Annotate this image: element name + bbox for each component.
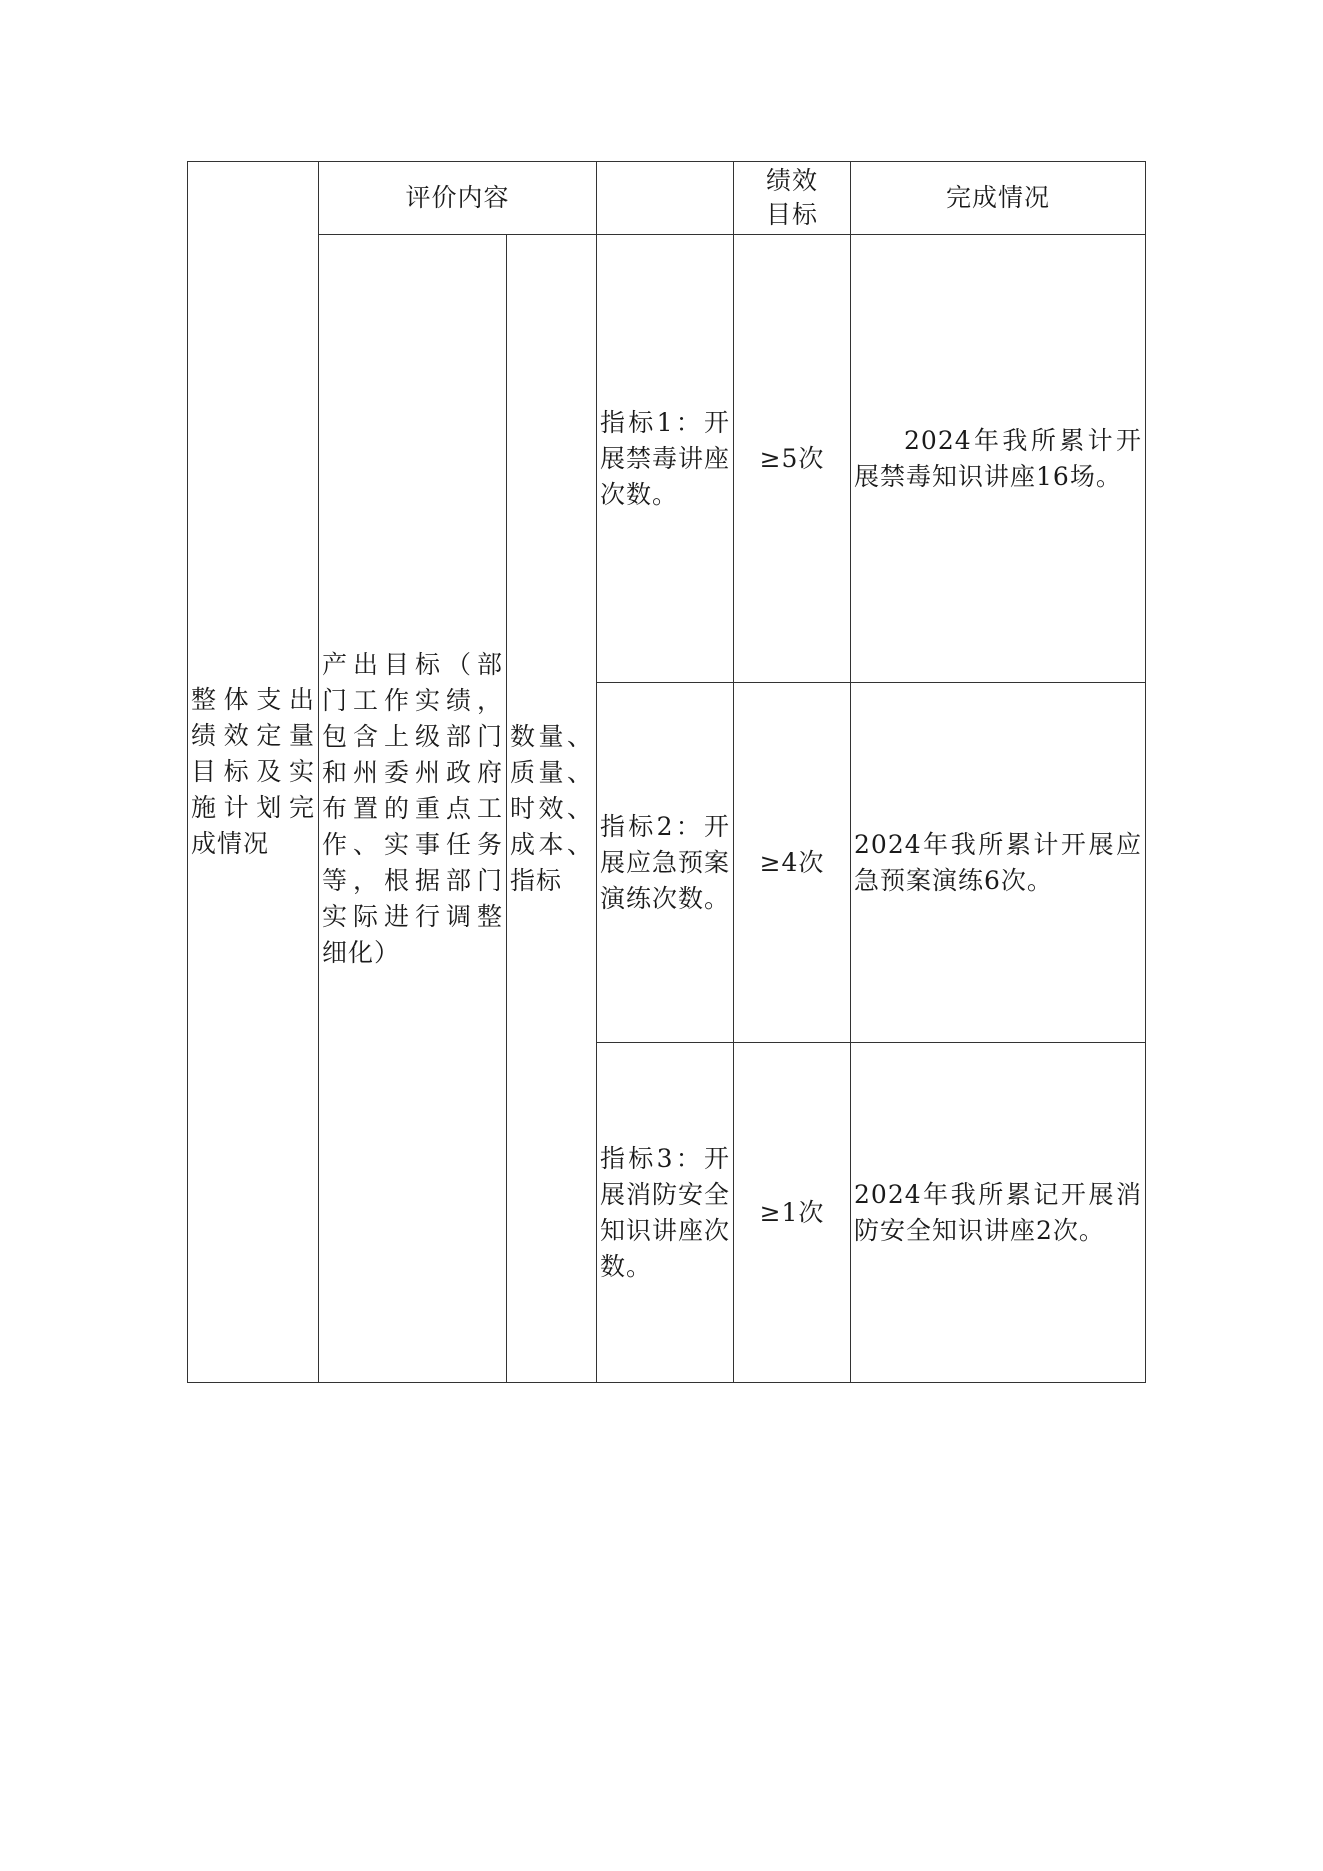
indicator-2-name-text: 指标2：开展应急预案演练次数。 [600,811,731,913]
header-eval-content [319,162,597,235]
output-goal-text: 产出目标（部门工作实绩，包含上级部门和州委州政府布置的重点工作、实事任务等，根据部门实际进行调整细化） [322,649,503,967]
indicator-3-target [734,1043,851,1383]
output-goal-cell [319,235,507,1383]
performance-evaluation-table [187,161,1146,1383]
indicator-1-completion-text: 2024年我所累计开展禁毒知识讲座16场。 [854,425,1143,491]
header-target-line2: 目标 [766,200,819,229]
indicator-3-name-text: 指标3：开展消防安全知识讲座次数。 [600,1143,731,1281]
indicator-2-completion [851,683,1146,1043]
header-completion [851,162,1146,235]
indicator-3-name [597,1043,734,1383]
header-target [734,162,851,235]
header-target-line1: 绩效 [766,166,819,195]
indicator-3-completion-text: 2024年我所累记开展消防安全知识讲座2次。 [854,1179,1143,1245]
header-completion-text: 完成情况 [946,183,1051,212]
indicator-type-text: 数量、质量、时效、成本、指标 [510,721,594,895]
indicator-2-target-text: ≥4次 [759,847,825,877]
indicator-1-completion [851,235,1146,683]
row-label-text: 整体支出绩效定量目标及实施计划完成情况 [191,685,315,858]
indicator-2-name [597,683,734,1043]
header-blank [597,162,734,235]
table-header-row [188,162,1146,235]
header-eval-content-text: 评价内容 [405,183,510,212]
indicator-3-completion [851,1043,1146,1383]
indicator-1-name [597,235,734,683]
indicator-3-target-text: ≥1次 [759,1197,825,1227]
table-row [188,235,1146,683]
indicator-1-name-text: 指标1：开展禁毒讲座次数。 [600,407,731,509]
indicator-type-cell [507,235,597,1383]
indicator-1-target-text: ≥5次 [759,443,825,473]
indicator-1-target [734,235,851,683]
indicator-2-target [734,683,851,1043]
indicator-2-completion-text: 2024年我所累计开展应急预案演练6次。 [854,829,1143,895]
row-label-cell [188,162,319,1383]
